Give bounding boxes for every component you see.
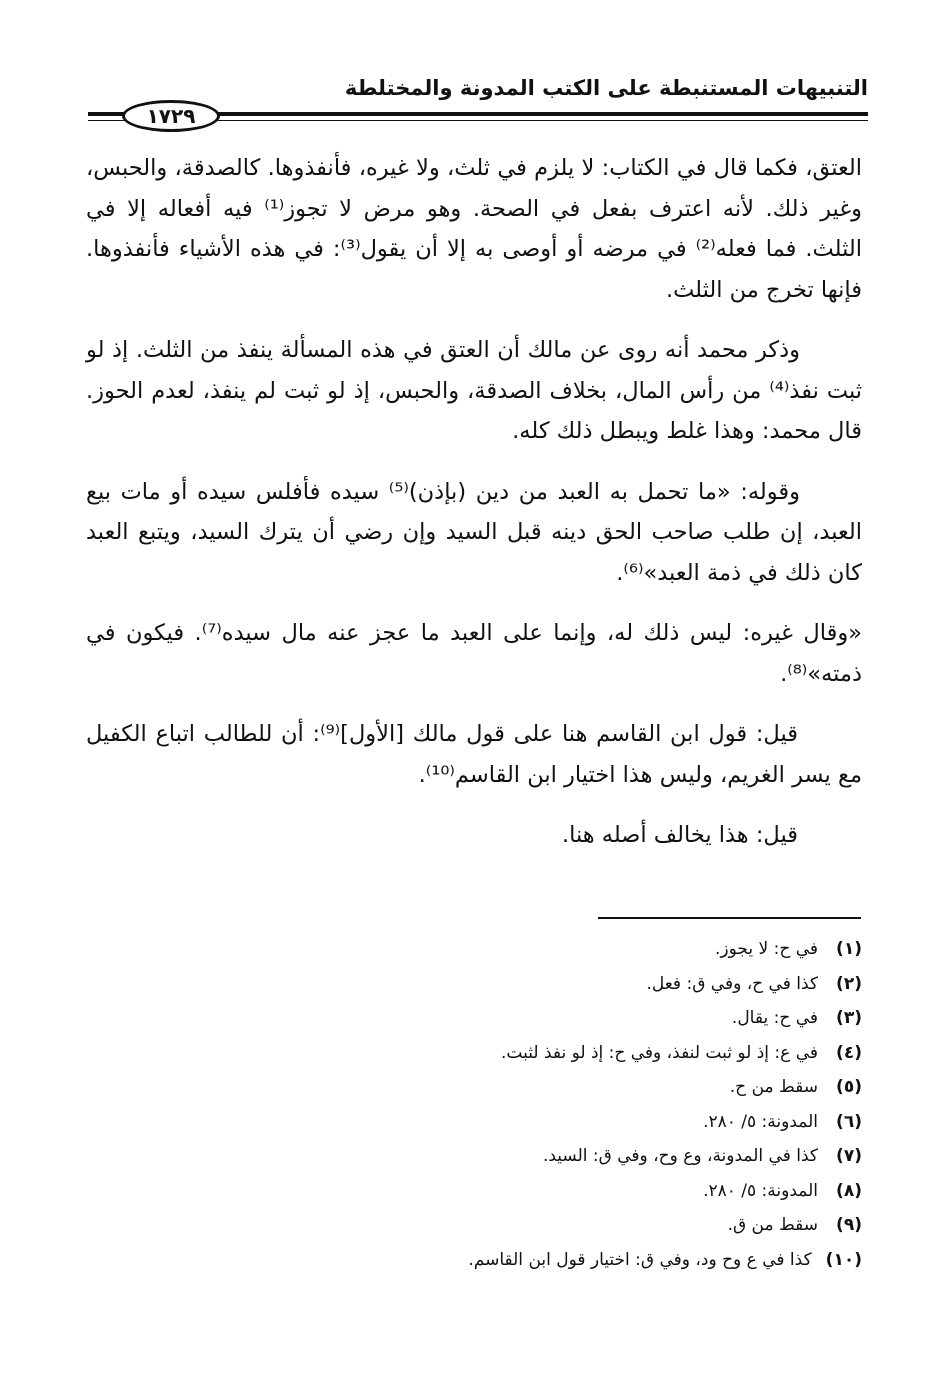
footnote-item <box>172 932 862 967</box>
footnote-text: المدونة: ٥/ ٢٨٠. <box>703 1180 818 1201</box>
footnote-number: (٤) <box>836 1042 862 1063</box>
footnote-item <box>172 1174 862 1209</box>
footnote-item <box>172 1243 862 1278</box>
footnotes-list <box>172 932 862 1277</box>
paragraph: وقوله: «ما تحمل به العبد من دين (بإذن)⁽⁵⁾ سيده فأفلس سيده أو مات بيع العبد، إن طلب صاحب الحق دينه قبل السيد وإن رضي أن يترك السيد، ويتبع العبد كان ذلك في ذمة العبد»⁽⁶⁾. <box>86 478 862 586</box>
footnote-item <box>172 1139 862 1174</box>
footnote-item <box>172 967 862 1002</box>
footnote-separator <box>598 917 861 919</box>
footnote-number: (٨) <box>836 1180 862 1201</box>
page-header <box>88 72 868 132</box>
footnote-text: كذا في ح، وفي ق: فعل. <box>646 973 818 994</box>
footnote-text: كذا في ع وح ود، وفي ق: اختيار قول ابن القاسم. <box>468 1249 812 1270</box>
footnote-number: (٣) <box>836 1008 862 1028</box>
paragraph: قيل: هذا يخالف أصله هنا. <box>561 822 798 848</box>
footnote-number: (٦) <box>836 1111 862 1132</box>
footnote-number: (١) <box>836 939 862 959</box>
footnote-number: (٢) <box>836 973 862 994</box>
footnote-text: سقط من ق. <box>727 1215 818 1235</box>
footnote-number: (١٠) <box>825 1249 862 1270</box>
footnote-number: (٧) <box>836 1146 862 1166</box>
paragraph: العتق، فكما قال في الكتاب: لا يلزم في ثلث، ولا غيره، فأنفذوها. كالصدقة، والحبس، وغير ذلك. لأنه اعترف بفعل في الصحة. وهو مرض لا تجوز⁽¹⁾ فيه أفعاله إلا في الثلث. فما فعله⁽²⁾ في مرضه أو أوصى به إلا أن يقول⁽³⁾: في هذه الأشياء فأنفذوها. فإنها تخرج من الثلث. <box>86 155 862 303</box>
running-title: التنبيهات المستنبطة على الكتب المدونة والمختلطة <box>344 76 868 100</box>
footnote-text: المدونة: ٥/ ٢٨٠. <box>703 1111 818 1132</box>
footnote-number: (٩) <box>836 1215 862 1235</box>
footnote-text: في ع: إذ لو ثبت لنفذ، وفي ح: إذ لو نفذ لثبت. <box>501 1042 818 1063</box>
paragraph: قيل: قول ابن القاسم هنا على قول مالك [الأول]⁽⁹⁾: أن للطالب اتباع الكفيل مع يسر الغريم، وليس هذا اختيار ابن القاسم⁽¹⁰⁾. <box>86 721 862 788</box>
footnote-item <box>172 1208 862 1243</box>
footnote-item <box>172 1036 862 1071</box>
footnote-text: سقط من ح. <box>729 1077 818 1097</box>
footnote-text: في ح: يقال. <box>731 1008 818 1028</box>
main-text <box>86 148 862 876</box>
footnote-item <box>172 1001 862 1036</box>
footnote-number: (٥) <box>836 1077 862 1097</box>
page-number: ١٧٢٩ <box>122 100 220 132</box>
footnote-text: في ح: لا يجوز. <box>714 939 818 959</box>
footnote-item <box>172 1070 862 1105</box>
paragraph: وذكر محمد أنه روى عن مالك أن العتق في هذه المسألة ينفذ من الثلث. إذ لو ثبت نفذ⁽⁴⁾ من رأس المال، بخلاف الصدقة، والحبس، إذ لو ثبت لم ينفذ، لعدم الحوز. قال محمد: وهذا غلط ويبطل ذلك كله. <box>86 337 862 444</box>
paragraph: «وقال غيره: ليس ذلك له، وإنما على العبد ما عجز عنه مال سيده⁽⁷⁾. فيكون في ذمته»⁽⁸⁾. <box>86 620 862 687</box>
footnote-text: كذا في المدونة، وع وح، وفي ق: السيد. <box>542 1146 818 1166</box>
footnote-item <box>172 1105 862 1140</box>
